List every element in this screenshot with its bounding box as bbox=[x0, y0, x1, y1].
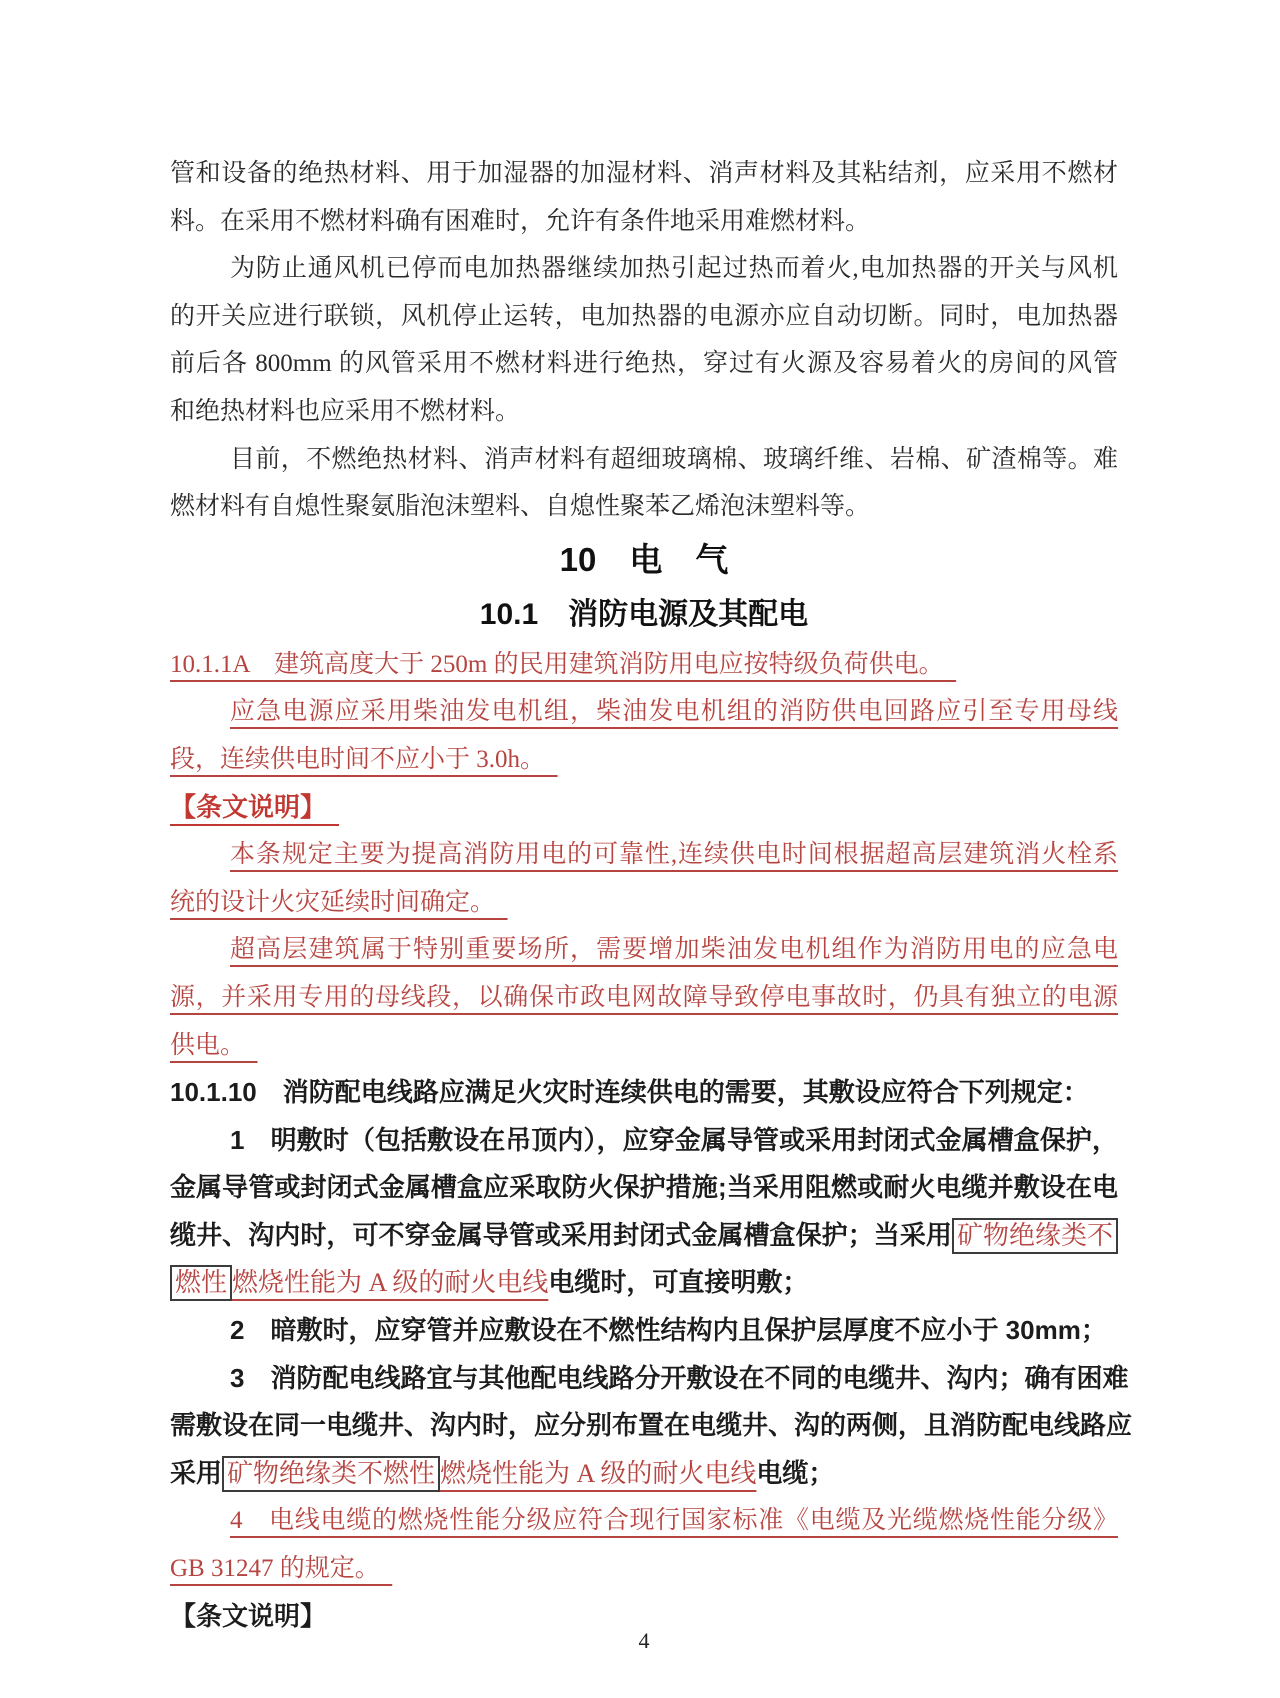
paragraph-line bbox=[170, 483, 1118, 531]
text-segment: 10.1.10 消防配电线路应满足火灾时连续供电的需要，其敷设应符合下列规定： bbox=[170, 1077, 1089, 1108]
explanation-line-revised bbox=[170, 1022, 1118, 1070]
text-segment: 【条文说明】 bbox=[170, 791, 340, 822]
paragraph-line bbox=[170, 388, 1118, 436]
paragraph-line bbox=[170, 340, 1118, 388]
text-segment: 缆井、沟内时，可不穿金属导管或采用封闭式金属槽盒保护；当采用 bbox=[170, 1219, 952, 1250]
clause-item-line bbox=[170, 1450, 1118, 1498]
text-segment: 【条文说明】 bbox=[170, 1600, 327, 1631]
text-segment: 供电。 bbox=[170, 1031, 258, 1059]
text-segment: 10.1.1A 建筑高度大于 250m 的民用建筑消防用电应按特级负荷供电。 bbox=[170, 650, 957, 678]
clause-item-line bbox=[170, 1402, 1133, 1450]
text-segment: 2 暗敷时，应穿管并应敷设在不燃性结构内且保护层厚度不应小于 30mm； bbox=[230, 1315, 1107, 1346]
text-segment: 应急电源应采用柴油发电机组，柴油发电机组的消防供电回路应引至专用母线 bbox=[230, 698, 1118, 726]
text-segment: 燃材料有自熄性聚氨脂泡沫塑料、自熄性聚苯乙烯泡沫塑料等。 bbox=[170, 493, 871, 521]
text-segment: 3 消防配电线路宜与其他配电线路分开敷设在不同的电缆井、沟内；确有困难 bbox=[230, 1362, 1129, 1393]
clause-line-revised bbox=[170, 641, 1118, 689]
explanation-line-revised bbox=[170, 926, 1118, 974]
paragraph-line bbox=[170, 436, 1118, 484]
text-segment: 为防止通风机已停而电加热器继续加热引起过热而着火,电加热器的开关与风机 bbox=[230, 255, 1118, 283]
text-segment: 管和设备的绝热材料、用于加湿器的加湿材料、消声材料及其粘结剂，应采用不燃材 bbox=[170, 160, 1118, 187]
text-segment: 电缆； bbox=[756, 1457, 835, 1488]
paragraph-line bbox=[170, 293, 1118, 341]
text-segment: 料。在采用不燃材料确有困难时，允许有条件地采用难燃材料。 bbox=[170, 207, 871, 235]
explanation-line-revised bbox=[170, 831, 1118, 879]
heading-chapter bbox=[170, 531, 1118, 588]
text-segment: 前后各 800mm 的风管采用不燃材料进行绝热，穿过有火源及容易着火的房间的风管 bbox=[170, 350, 1118, 378]
paragraph-line bbox=[170, 150, 1118, 198]
paragraph-line bbox=[170, 245, 1118, 293]
clause-item-line bbox=[170, 1355, 1129, 1403]
clause-item-line bbox=[170, 1259, 1118, 1307]
text-segment: 4 电线电缆的燃烧性能分级应符合现行国家标准《电缆及光缆燃烧性能分级》 bbox=[230, 1507, 1118, 1535]
text-segment: 超高层建筑属于特别重要场所，需要增加柴油发电机组作为消防用电的应急电 bbox=[230, 936, 1118, 964]
paragraph-line bbox=[170, 198, 1118, 246]
revision-boxed-text: 矿物绝缘类不 bbox=[952, 1218, 1118, 1254]
revision-underlined-text: 燃烧性能为 A 级的耐火电线 bbox=[232, 1268, 549, 1298]
text-segment: 10 电 气 bbox=[559, 540, 729, 578]
text-segment: 采用 bbox=[170, 1457, 223, 1488]
document-body bbox=[170, 150, 1133, 1640]
clause-line-revised bbox=[170, 736, 1118, 784]
clause-item-line bbox=[170, 1117, 1118, 1165]
clause-item-line-revised bbox=[170, 1497, 1118, 1545]
text-segment: 10.1 消防电源及其配电 bbox=[479, 597, 809, 631]
text-segment: 1 明敷时（包括敷设在吊顶内），应穿金属导管或采用封闭式金属槽盒保护， bbox=[230, 1124, 1118, 1155]
text-segment: 目前，不燃绝热材料、消声材料有超细玻璃棉、玻璃纤维、岩棉、矿渣棉等。难 bbox=[230, 445, 1118, 473]
text-segment: 统的设计火灾延续时间确定。 bbox=[170, 888, 508, 916]
text-segment: 段，连续供电时间不应小于 3.0h。 bbox=[170, 745, 558, 773]
text-segment: 需敷设在同一电缆井、沟内时，应分别布置在电缆井、沟的两侧，且消防配电线路应 bbox=[170, 1410, 1133, 1441]
page-number: 4 bbox=[638, 1628, 650, 1653]
text-segment: GB 31247 的规定。 bbox=[170, 1555, 393, 1583]
clause-line-revised bbox=[170, 688, 1118, 736]
revision-boxed-text: 矿物绝缘类不燃性 bbox=[222, 1456, 440, 1492]
clause-item-line-revised bbox=[170, 1545, 1118, 1593]
text-segment: 电缆时，可直接明敷； bbox=[548, 1267, 809, 1298]
heading-section bbox=[170, 588, 1118, 641]
text-segment: 的开关应进行联锁，风机停止运转，电加热器的电源亦应自动切断。同时，电加热器 bbox=[170, 302, 1118, 330]
text-segment: 本条规定主要为提高消防用电的可靠性,连续供电时间根据超高层建筑消火栓系 bbox=[230, 841, 1118, 869]
clause-item-line bbox=[170, 1164, 1118, 1212]
clause-item-line bbox=[170, 1307, 1118, 1355]
clause-line bbox=[170, 1069, 1118, 1117]
text-segment: 源，并采用专用的母线段，以确保市政电网故障导致停电事故时，仍具有独立的电源 bbox=[170, 983, 1118, 1011]
explanation-line-revised bbox=[170, 974, 1118, 1022]
text-segment: 和绝热材料也应采用不燃材料。 bbox=[170, 397, 521, 425]
revision-underlined-text: 燃烧性能为 A 级的耐火电线 bbox=[440, 1458, 757, 1488]
revision-boxed-text: 燃性 bbox=[170, 1265, 232, 1301]
clause-item-line bbox=[170, 1212, 1118, 1260]
label-explanation-red bbox=[170, 784, 1118, 832]
explanation-line-revised bbox=[170, 879, 1118, 927]
text-segment: 金属导管或封闭式金属槽盒应采取防火保护措施;当采用阻燃或耐火电缆并敷设在电 bbox=[170, 1172, 1118, 1203]
